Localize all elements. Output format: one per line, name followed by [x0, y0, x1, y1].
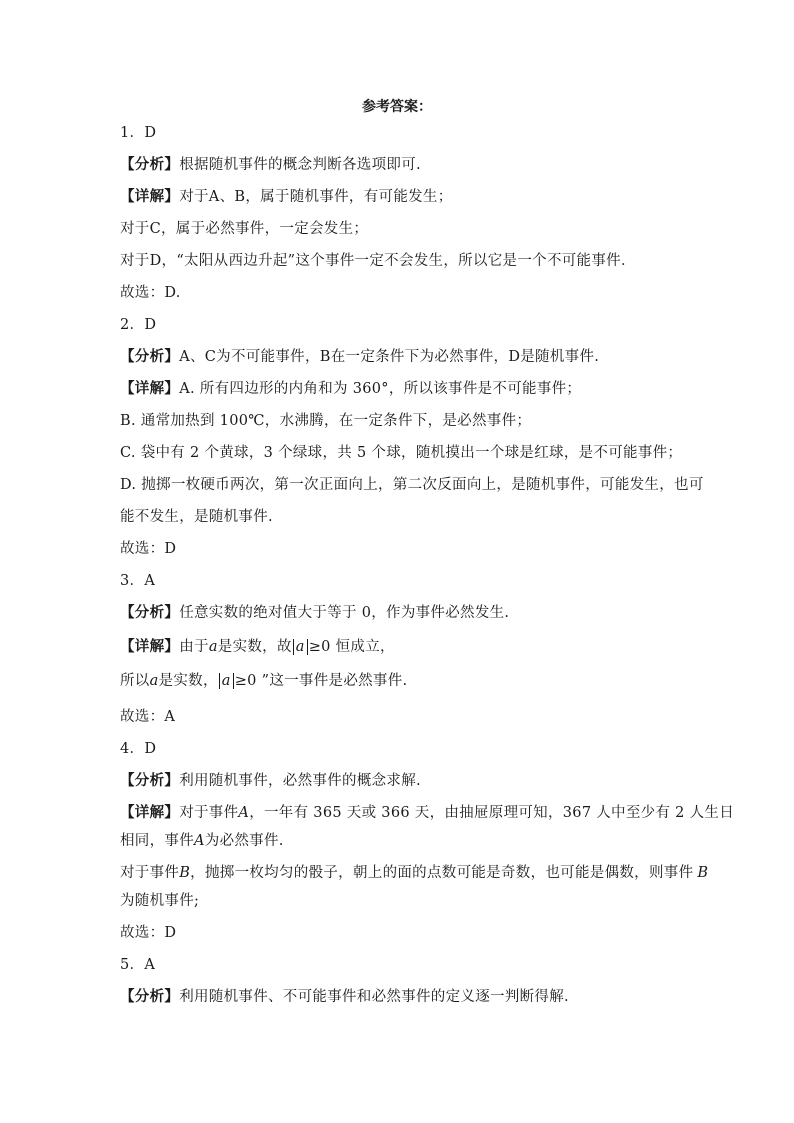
event-b: B	[697, 865, 709, 881]
detail-tag: 【详解】	[120, 804, 180, 821]
q4-analysis	[120, 771, 421, 791]
q1-analysis	[120, 155, 421, 175]
q2-number: 2．D	[120, 317, 157, 333]
analysis-text: 任意实数的绝对值大于等于 0，作为事件必然发生.	[179, 605, 510, 621]
q2-detail-3: C. 袋中有 2 个黄球，3 个绿球，共 5 个球，随机摸出一个球是红球，是不可能事件；	[120, 445, 683, 461]
event-b: B	[179, 865, 191, 881]
analysis-text: 根据随机事件的概念判断各选项即可.	[179, 157, 421, 173]
q2-detail-4: D. 抛掷一枚硬币两次，第一次正面向上，第二次反面向上，是随机事件，可能发生，也可	[120, 477, 704, 493]
page-title: 参考答案：	[362, 99, 432, 115]
analysis-tag: 【分析】	[120, 348, 180, 365]
q3-detail-1	[120, 637, 395, 657]
q3-detail-2	[120, 671, 407, 691]
q4-detail-3	[120, 863, 708, 883]
detail-tag: 【详解】	[120, 380, 180, 397]
analysis-text: 利用随机事件，必然事件的概念求解.	[179, 773, 421, 789]
q1-detail-3: 对于D，“太阳从西边升起”这个事件一定不会发生，所以它是一个不可能事件．	[120, 253, 636, 269]
detail-text: 对于事件	[179, 805, 239, 821]
q4-detail-1	[120, 803, 734, 823]
analysis-tag: 【分析】	[120, 604, 180, 621]
q1-answer: 故选：D.	[120, 285, 181, 301]
detail-text: A. 所有四边形的内角和为 360°，所以该事件是不可能事件；	[179, 381, 582, 397]
q2-detail-1	[120, 379, 581, 399]
analysis-tag: 【分析】	[120, 988, 180, 1005]
q1-detail-1	[120, 187, 453, 207]
q4-detail-4: 为随机事件;	[120, 893, 200, 909]
q2-analysis	[120, 347, 599, 367]
analysis-text: A、C为不可能事件，B在一定条件下为必然事件，D是随机事件.	[179, 349, 600, 365]
analysis-text: 利用随机事件、不可能事件和必然事件的定义逐一判断得解.	[179, 989, 569, 1005]
q5-analysis	[120, 987, 569, 1007]
detail-text: ≥0 ”这一事件是必然事件.	[234, 673, 408, 689]
q3-number: 3．A	[120, 573, 156, 589]
event-a: A	[194, 833, 205, 849]
detail-text: 由于	[179, 639, 209, 655]
detail-text: 对于A、B，属于随机事件，有可能发生；	[179, 189, 453, 205]
q2-answer: 故选：D	[120, 541, 177, 557]
detail-text: 所以	[120, 673, 150, 689]
q3-analysis	[120, 603, 509, 623]
detail-text: 相同，事件	[120, 833, 194, 849]
q5-number: 5．A	[120, 957, 156, 973]
detail-text: 对于事件	[120, 865, 180, 881]
detail-text: ，抛掷一枚均匀的骰子，朝上的面的点数可能是奇数，也可能是偶数，则事件	[190, 865, 694, 881]
detail-text: ≥0 恒成立，	[308, 639, 395, 655]
analysis-tag: 【分析】	[120, 156, 180, 173]
analysis-tag: 【分析】	[120, 772, 180, 789]
detail-text: 为必然事件.	[204, 833, 284, 849]
q4-answer: 故选：D	[120, 925, 177, 941]
detail-text: ，一年有 365 天或 366 天，由抽屉原理可知，367 人中至少有 2 人生日	[249, 805, 735, 821]
q1-number: 1．D	[120, 125, 157, 141]
q4-detail-2	[120, 831, 284, 851]
detail-tag: 【详解】	[120, 638, 180, 655]
q4-number: 4．D	[120, 741, 157, 757]
q2-detail-2: B. 通常加热到 100℃，水沸腾，在一定条件下，是必然事件；	[120, 413, 532, 429]
variable-a: a	[208, 639, 218, 655]
variable-a: a	[149, 673, 159, 689]
q1-detail-2: 对于C，属于必然事件，一定会发生；	[120, 221, 369, 237]
detail-text: 是实数，	[158, 673, 218, 689]
abs-value-a: a	[293, 639, 308, 655]
detail-text: 是实数，故	[217, 639, 292, 655]
event-a: A	[238, 805, 250, 821]
q2-detail-5: 能不发生，是随机事件.	[120, 509, 273, 525]
detail-tag: 【详解】	[120, 188, 180, 205]
abs-value-a: a	[219, 673, 234, 689]
q3-answer: 故选：A	[120, 709, 176, 725]
